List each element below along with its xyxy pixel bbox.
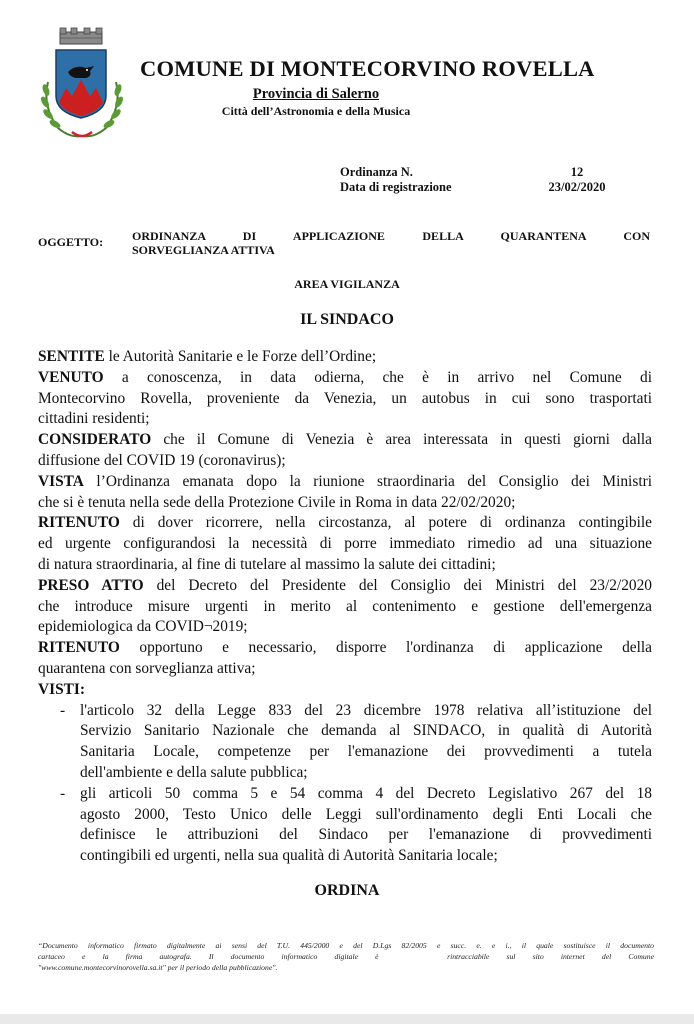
paragraph-preso-atto bbox=[38, 576, 652, 597]
ordina-heading: ORDINA bbox=[314, 882, 380, 899]
paragraph-sentite bbox=[38, 347, 652, 368]
authority-heading: IL SINDACO bbox=[300, 311, 394, 328]
paragraph-line: di natura straordinaria, al fine di tutelare al massimo la salute dei cittadini; bbox=[38, 555, 496, 573]
paragraph-line: le Autorità Sanitarie e le Forze dell’Ordine; bbox=[104, 348, 377, 365]
paragraph-lead: PRESO ATTO bbox=[38, 576, 144, 594]
subject-label: OGGETTO: bbox=[38, 235, 104, 249]
paragraph-line: che introduce misure urgenti in merito al contenimento e gestione dell'emergenza bbox=[38, 597, 652, 615]
area-heading: AREA VIGILANZA bbox=[294, 277, 400, 291]
list-line: dell'ambiente e della salute pubblica; bbox=[80, 763, 308, 781]
paragraph-line: che il Comune di Venezia è area interessata in questi giorni dalla bbox=[151, 431, 652, 449]
paragraph-line: a conoscenza, in data odierna, che è in arrivo nel Comune di bbox=[103, 368, 652, 386]
paragraph-ritenuto-2 bbox=[38, 638, 652, 659]
paragraph-lead: SENTITE bbox=[38, 348, 105, 365]
paragraph-line: opportuno e necessario, disporre l'ordinanza di applicazione della bbox=[119, 639, 652, 657]
paragraph-considerato bbox=[38, 430, 652, 451]
ordinance-number-label: Ordinanza N. bbox=[340, 165, 413, 179]
ordinance-number-value: 12 bbox=[570, 165, 584, 179]
paragraph-line: che si è tenuta nella sede della Protezione Civile in Roma in data 22/02/2020; bbox=[38, 493, 516, 511]
footer-line: “Documento informatico firmato digitalmente ai sensi del T.U. 445/2000 e del D.Lgs 82/2005 e succ. e. e i., il quale sostituisce il documento bbox=[38, 941, 654, 950]
paragraph-lead: RITENUTO bbox=[38, 639, 120, 657]
ordinance-body bbox=[38, 347, 652, 867]
paragraph-line: epidemiologica da COVID¬2019; bbox=[38, 618, 248, 636]
subject-line-1: ORDINANZA DI APPLICAZIONE DELLA QUARANTENA CON bbox=[132, 229, 650, 243]
list-bullet: - bbox=[60, 784, 66, 802]
footer-line: "www.comune.montecorvinorovella.sa.it" per il periodo della pubblicazione". bbox=[38, 963, 278, 972]
page-bottom-edge bbox=[0, 1014, 694, 1024]
paragraph-lead: VENUTO bbox=[38, 368, 104, 386]
paragraph-lead: CONSIDERATO bbox=[38, 431, 152, 449]
paragraph-lead: VISTA bbox=[38, 472, 84, 490]
visti-heading: VISTI: bbox=[38, 680, 86, 698]
footer-line: cartaceo e la firma autografa. Il documento informatico digitale è rintracciabile sul sito internet del Comune bbox=[38, 952, 654, 961]
city-tagline: Città dell’Astronomia e della Musica bbox=[221, 104, 411, 118]
list-item bbox=[38, 784, 652, 867]
paragraph-venuto bbox=[38, 368, 652, 389]
province-name: Provincia di Salerno bbox=[252, 86, 380, 102]
paragraph-vista bbox=[38, 472, 652, 493]
subject-line-2: SORVEGLIANZA ATTIVA bbox=[132, 243, 275, 257]
paragraph-line: l’Ordinanza emanata dopo la riunione straordinaria del Consiglio dei Ministri bbox=[83, 472, 652, 490]
paragraph-line: quarantena con sorveglianza attiva; bbox=[38, 659, 256, 677]
digital-signature-footer bbox=[38, 940, 654, 973]
paragraph-ritenuto bbox=[38, 513, 652, 534]
list-line: contingibili ed urgenti, nella sua qualità di Autorità Sanitaria locale; bbox=[80, 847, 498, 865]
list-line: gli articoli 50 comma 5 e 54 comma 4 del Decreto Legislativo 267 del 18 bbox=[80, 784, 652, 802]
list-line: definisce le attribuzioni del Sindaco per l'emanazione di provvedimenti bbox=[80, 826, 652, 844]
paragraph-line: ed urgente configurandosi la necessità di porre immediato rimedio ad una situazione bbox=[38, 535, 652, 553]
list-line: l'articolo 32 della Legge 833 del 23 dicembre 1978 relativa all’istituzione del bbox=[80, 701, 652, 719]
list-line: agosto 2000, Testo Unico delle Leggi sull'ordinamento degli Enti Locali che bbox=[80, 805, 652, 823]
list-item bbox=[38, 701, 652, 784]
list-line: Sanitaria Locale, competenze per l'emanazione dei provvedimenti a tutela bbox=[80, 743, 652, 761]
registration-date-value: 23/02/2020 bbox=[548, 180, 606, 194]
paragraph-line: di dover ricorrere, nella circostanza, al potere di ordinanza contingibile bbox=[119, 514, 652, 532]
municipality-title: COMUNE DI MONTECORVINO ROVELLA bbox=[140, 56, 595, 81]
list-line: Servizio Sanitario Nazionale che demanda al SINDACO, in qualità di Autorità bbox=[80, 722, 652, 740]
coat-of-arms-icon bbox=[36, 26, 128, 144]
paragraph-line: Montecorvino Rovella, proveniente da Venezia, un autobus in cui sono trasportati bbox=[38, 389, 652, 407]
paragraph-line: diffusione del COVID 19 (coronavirus); bbox=[38, 451, 286, 469]
paragraph-line: cittadini residenti; bbox=[38, 410, 150, 428]
list-bullet: - bbox=[60, 701, 66, 719]
registration-date-label: Data di registrazione bbox=[340, 180, 452, 194]
paragraph-line: del Decreto del Presidente del Consiglio dei Ministri del 23/2/2020 bbox=[143, 576, 652, 594]
paragraph-lead: RITENUTO bbox=[38, 514, 120, 532]
